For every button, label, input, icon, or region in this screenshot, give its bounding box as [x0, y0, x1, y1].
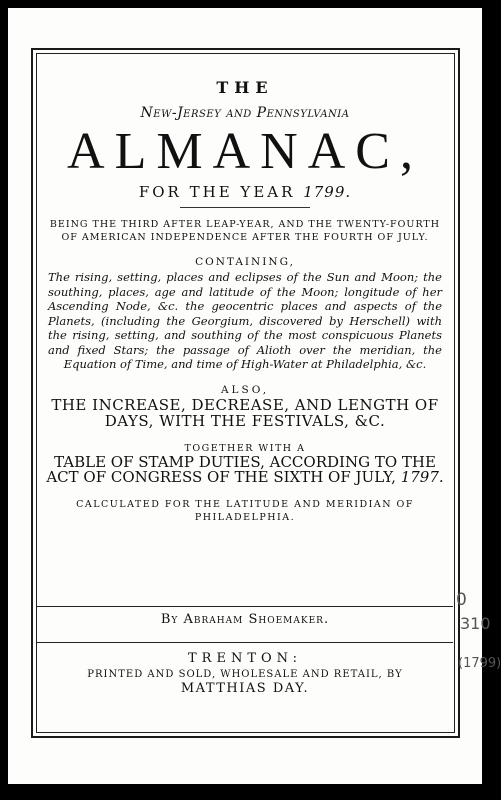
- author-line: By Abraham Shoemaker.: [160, 612, 330, 627]
- increase-text: THE INCREASE, DECREASE, AND LENGTH OF DAYS, WITH THE FESTIVALS, &C.: [51, 395, 439, 430]
- stamp-duties-text: [44, 452, 446, 486]
- stamp-year: 1797.: [400, 468, 444, 486]
- being-statement: BEING THE THIRD AFTER LEAP-YEAR, AND THE TWENTY-FOURTH OF AMERICAN INDEPENDENCE AFTER THE FOURTH OF JULY.: [49, 219, 441, 243]
- state-title: New-Jersey and Pennsylvania: [140, 105, 350, 121]
- margin-note-2: 310: [460, 614, 491, 633]
- also-heading: ALSO,: [220, 383, 270, 396]
- imprint-printed: PRINTED AND SOLD, WHOLESALE AND RETAIL, BY: [87, 669, 403, 680]
- year-prefix: FOR THE YEAR: [138, 183, 296, 201]
- calculated-statement: CALCULATED FOR THE LATITUDE AND MERIDIAN OF PHILADELPHIA.: [76, 498, 414, 523]
- author-rule-top: [36, 606, 453, 607]
- year-line: [44, 183, 446, 201]
- together-heading: TOGETHER WITH A: [184, 442, 306, 454]
- margin-note-3: (1799): [458, 656, 501, 671]
- stamp-text: TABLE OF STAMP DUTIES, ACCORDING TO THE ACT OF CONGRESS OF THE SIXTH OF JULY,: [46, 452, 436, 486]
- author-rule-bottom: [36, 642, 453, 643]
- almanac-title: ALMANAC,: [67, 123, 423, 180]
- imprint-place: TRENTON:: [188, 651, 302, 666]
- imprint-printer: MATTHIAS DAY.: [180, 681, 310, 696]
- containing-heading: CONTAINING,: [195, 256, 295, 268]
- year-value: 1799.: [303, 183, 352, 201]
- imprint: [44, 651, 446, 696]
- title-page-content: [44, 68, 446, 524]
- title-rule: [180, 207, 310, 208]
- containing-body: The rising, setting, places and eclipses of the Sun and Moon; the southing, places, age and latitude of the Moon; longitude of her Ascending Node, &c. the geocentric places and aspects of the Planets, (including the Georgium, discovered by Herschell) with the rising, setting, and southing of the most conspicuous Planets and fixed Stars; the passage of Alioth over the meridian, the Equation of Time, and time of High-Water at Philadelphia, &c.: [48, 270, 442, 371]
- margin-note-1: 0: [456, 590, 467, 610]
- title-the: THE: [216, 78, 274, 97]
- title-page-sheet: [8, 8, 501, 784]
